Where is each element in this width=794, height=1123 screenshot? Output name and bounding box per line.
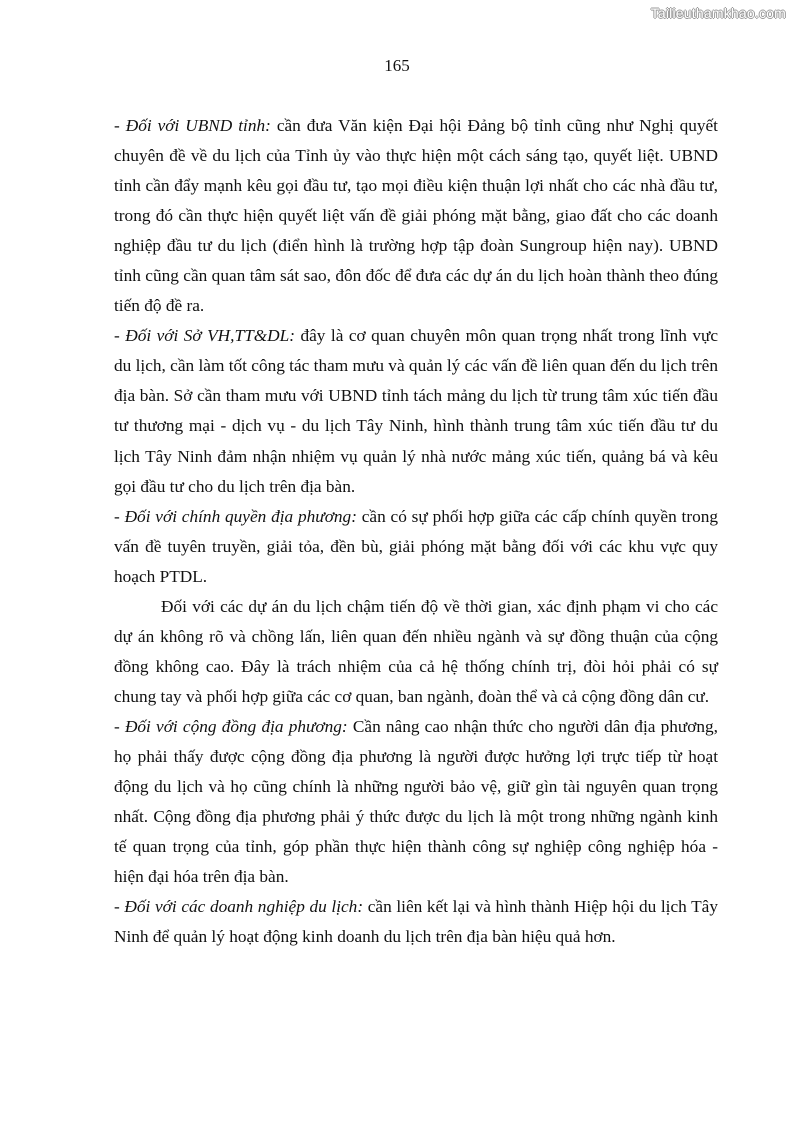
paragraph-lead: - Đối với cộng đồng địa phương:	[114, 716, 348, 736]
paragraph-lead: - Đối với chính quyền địa phương:	[114, 506, 357, 526]
paragraph-ubnd	[114, 111, 718, 321]
paragraph-lead: - Đối với Sở VH,TT&DL:	[114, 326, 295, 346]
paragraph-text: Đối với các dự án du lịch chậm tiến độ về thời gian, xác định phạm vi cho các dự án không rõ và chồng lấn, liên quan đến nhiều ngành và sự đồng thuận của cộng đồng không cao. Đây là trách nhiệm của cả hệ thống chính trị, đòi hỏi phải có sự chung tay và phối hợp giữa các cơ quan, ban ngành, đoàn thể và cả cộng đồng dân cư.	[114, 596, 718, 706]
paragraph-text: Cần nâng cao nhận thức cho người dân địa phương, họ phải thấy được cộng đồng địa phương là người được hưởng lợi trực tiếp từ hoạt động du lịch và họ cũng chính là những người bảo vệ, giữ gìn tài nguyên quan trọng nhất. Cộng đồng địa phương phải ý thức được du lịch là một trong những ngành kinh tế quan trọng của tỉnh, góp phần thực hiện thành công sự nghiệp công nghiệp hóa - hiện đại hóa trên địa bàn.	[114, 716, 718, 887]
paragraph-lead: - Đối với các doanh nghiệp du lịch:	[114, 897, 364, 917]
page-number: 165	[384, 56, 410, 75]
paragraph-chinh-quyen	[114, 502, 718, 592]
paragraph-doanh-nghiep	[114, 892, 718, 952]
paragraph-text: cần đưa Văn kiện Đại hội Đảng bộ tỉnh cũng như Nghị quyết chuyên đề về du lịch của Tỉnh ủy vào thực hiện một cách sáng tạo, quyết liệt. UBND tỉnh cần đẩy mạnh kêu gọi đầu tư, tạo mọi điều kiện thuận lợi nhất cho các nhà đầu tư, trong đó cần thực hiện quyết liệt vấn đề giải phóng mặt bằng, giao đất cho các doanh nghiệp đầu tư du lịch (điển hình là trường hợp tập đoàn Sungroup hiện nay). UBND tỉnh cũng cần quan tâm sát sao, đôn đốc để đưa các dự án du lịch hoàn thành theo đúng tiến độ đề ra.	[114, 116, 718, 316]
document-body	[114, 111, 718, 952]
paragraph-text: cần liên kết lại và hình thành Hiệp hội du lịch Tây Ninh để quản lý hoạt động kinh doanh du lịch trên địa bàn hiệu quả hơn.	[114, 897, 718, 947]
watermark-text: Tailieuthamkhao.com	[650, 5, 786, 21]
paragraph-lead: - Đối với UBND tỉnh:	[114, 116, 271, 135]
paragraph-du-an-cham-tien-do	[114, 592, 718, 712]
paragraph-so-vhttdl	[114, 321, 718, 501]
paragraph-text: cần có sự phối hợp giữa các cấp chính quyền trong vấn đề tuyên truyền, giải tỏa, đền bù, giải phóng mặt bằng đối với các khu vực quy hoạch PTDL.	[114, 506, 718, 586]
paragraph-cong-dong	[114, 712, 718, 892]
paragraph-text: đây là cơ quan chuyên môn quan trọng nhất trong lĩnh vực du lịch, cần làm tốt công tác tham mưu và quản lý các vấn đề liên quan đến du lịch trên địa bàn. Sở cần tham mưu với UBND tỉnh tách mảng du lịch từ trung tâm xúc tiến đầu tư thương mại - dịch vụ - du lịch Tây Ninh, hình thành trung tâm xúc tiến đầu tư du lịch Tây Ninh đảm nhận nhiệm vụ quản lý nhà nước mảng xúc tiến, quảng bá và kêu gọi đầu tư cho du lịch trên địa bàn.	[114, 326, 718, 496]
